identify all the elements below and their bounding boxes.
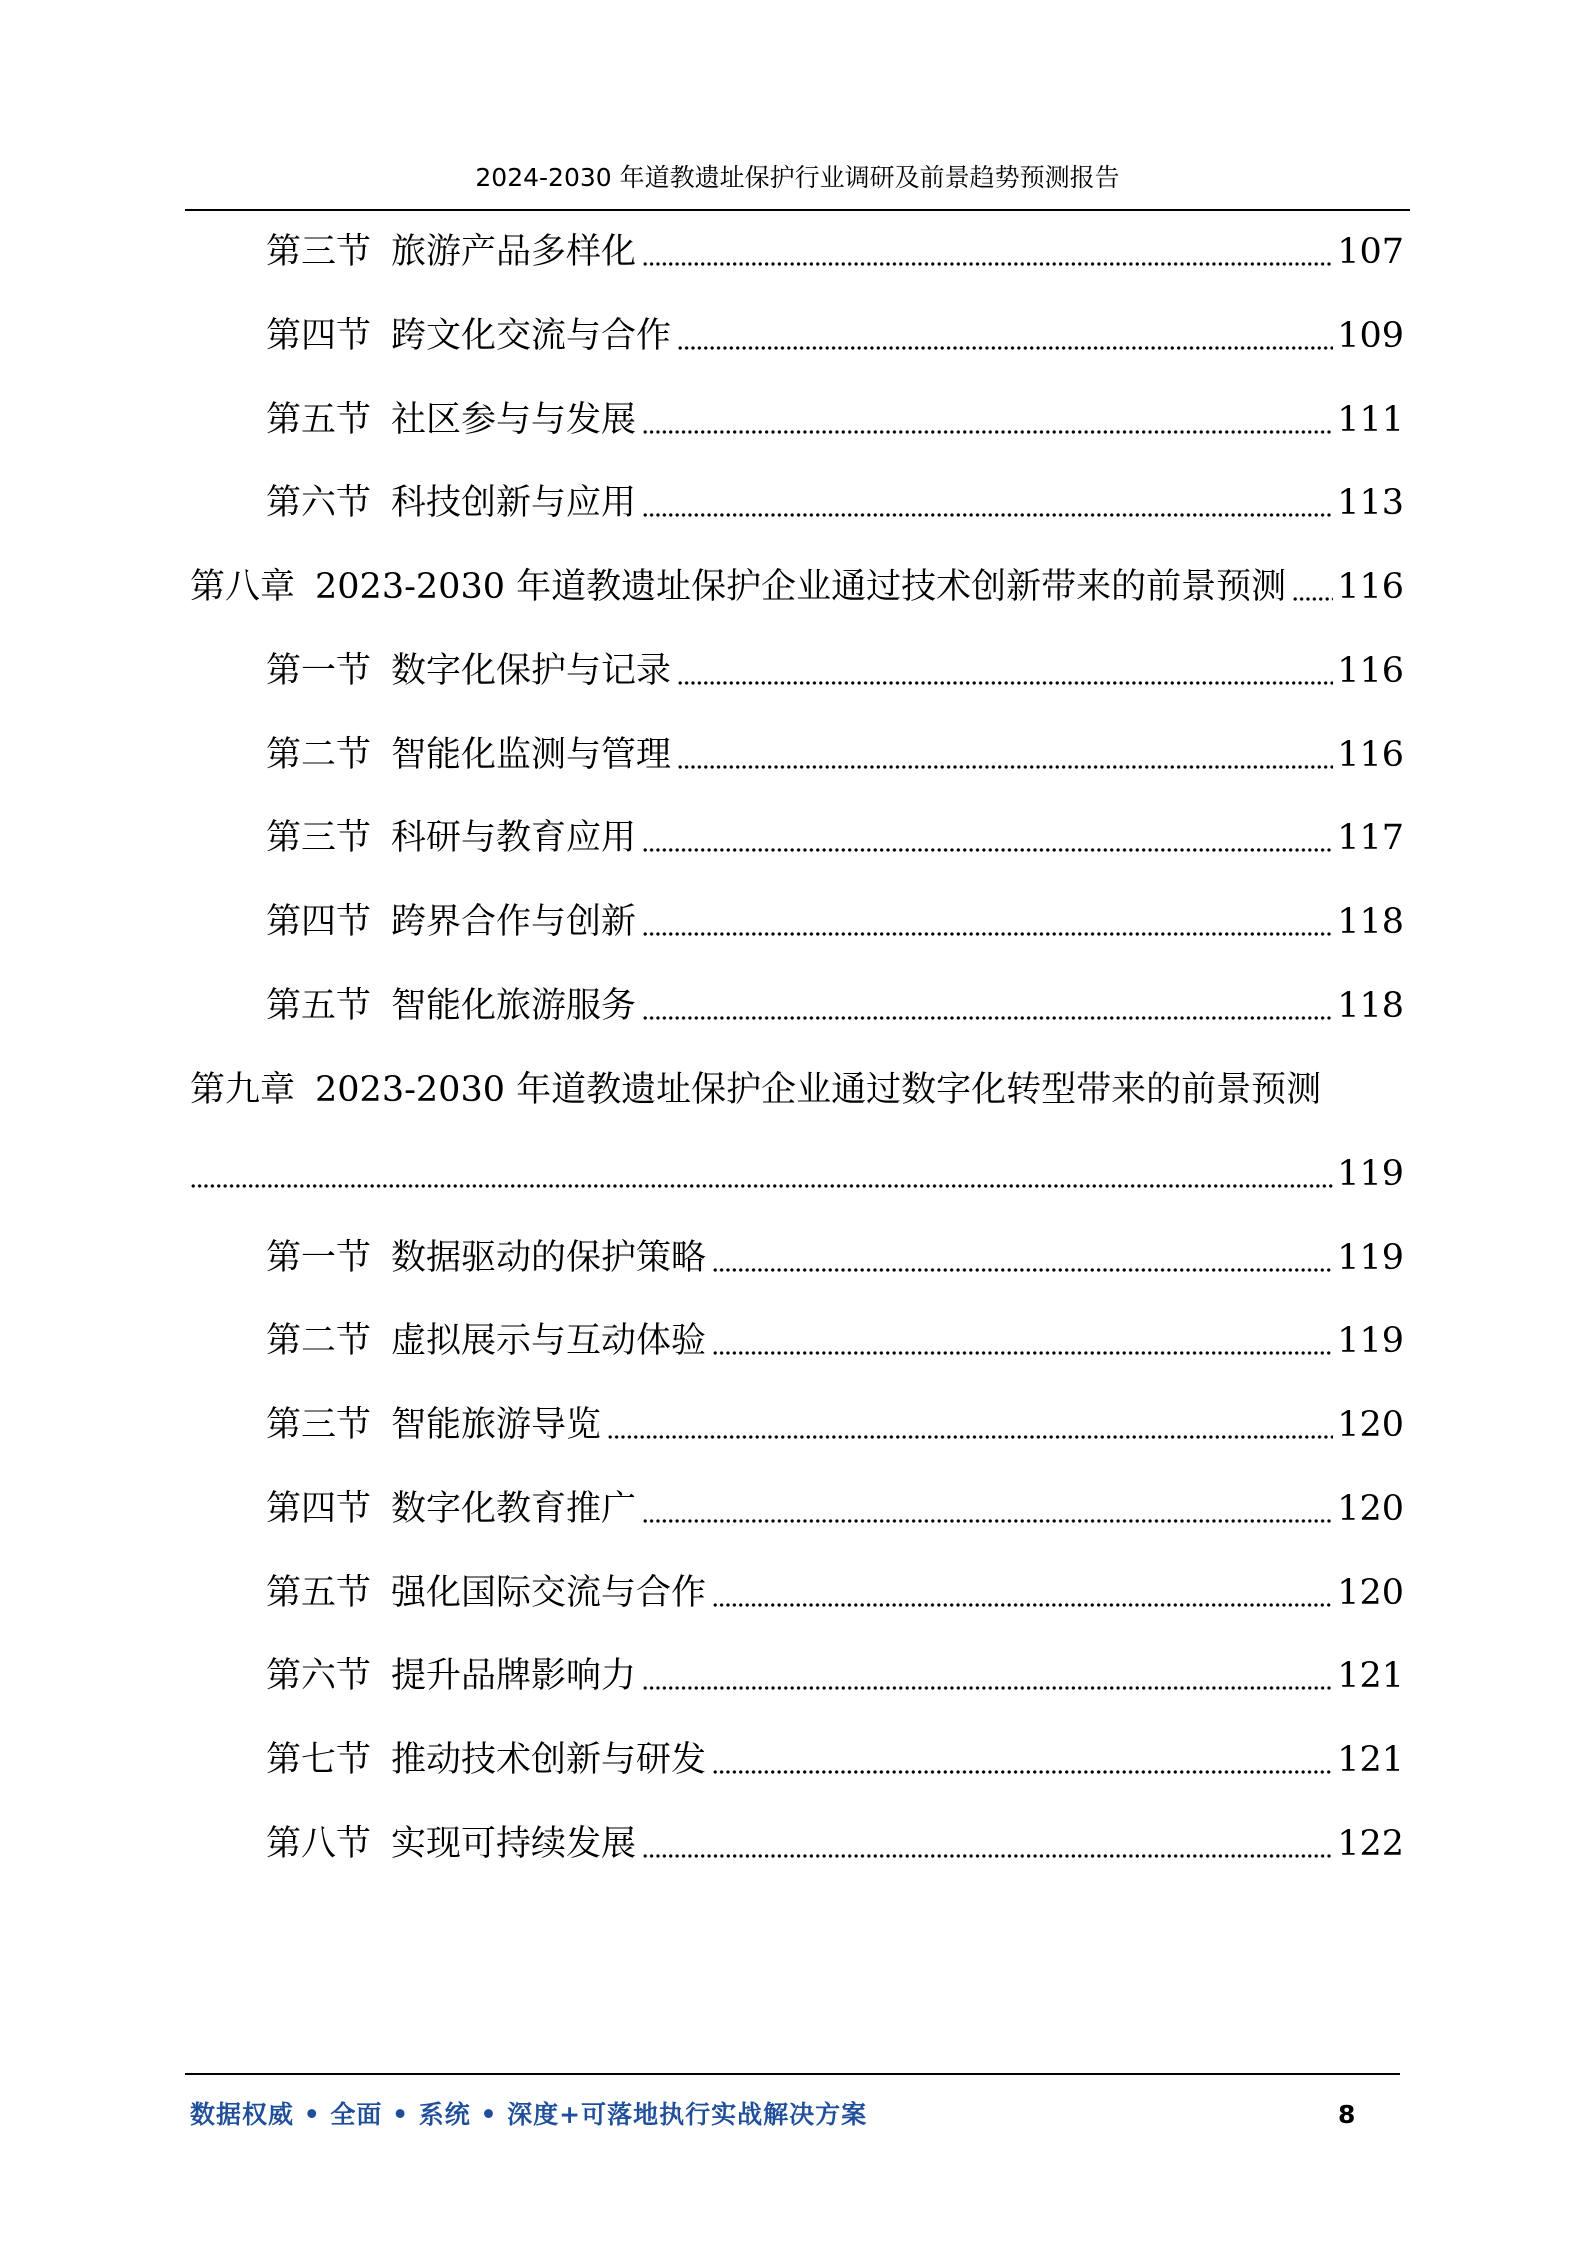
toc-entry-number: 第六节 [266, 483, 372, 523]
toc-entry-number: 第五节 [266, 1573, 372, 1613]
toc-entry[interactable] [266, 729, 1404, 781]
toc-entry-title: 智能旅游导览 [391, 1405, 602, 1445]
footer-slogan: 数据权威 • 全面 • 系统 • 深度+可落地执行实战解决方案 [190, 2100, 868, 2129]
page-header-title: 2024-2030 年道教遗址保护行业调研及前景趋势预测报告 [475, 163, 1120, 192]
toc-entry-page: 120 [1337, 1573, 1404, 1613]
toc-entry[interactable] [266, 1567, 1404, 1619]
toc-entry[interactable] [266, 1650, 1404, 1702]
toc-dot-leader [642, 429, 1333, 435]
toc-entry-title: 跨界合作与创新 [391, 902, 637, 942]
toc-entry[interactable] [266, 1818, 1404, 1870]
toc-dot-leader [607, 1434, 1333, 1440]
toc-entry-title: 科技创新与应用 [391, 483, 637, 523]
toc-entry-page: 107 [1337, 232, 1404, 272]
toc-entry-title: 旅游产品多样化 [391, 232, 637, 272]
toc-chapter-title: 2023-2030 年道教遗址保护企业通过数字化转型带来的前景预测 [315, 1070, 1322, 1110]
toc-entry[interactable] [266, 226, 1404, 278]
toc-entry-title: 虚拟展示与互动体验 [391, 1321, 707, 1361]
toc-chapter-entry-continuation[interactable] [190, 1148, 1404, 1200]
toc-dot-leader [642, 847, 1333, 853]
toc-dot-leader [642, 931, 1333, 937]
toc-entry-number: 第三节 [266, 1405, 372, 1445]
footer-divider [185, 2073, 1400, 2075]
toc-entry-page: 121 [1337, 1656, 1404, 1696]
toc-entry[interactable] [266, 477, 1404, 529]
toc-chapter-number: 第八章 [190, 567, 296, 607]
toc-entry[interactable] [266, 812, 1404, 864]
toc-entry[interactable] [266, 394, 1404, 446]
toc-entry-page: 120 [1337, 1405, 1404, 1445]
toc-dot-leader [712, 1769, 1333, 1775]
toc-dot-leader [642, 1015, 1333, 1021]
toc-entry[interactable] [266, 896, 1404, 948]
toc-entry-page: 119 [1337, 1154, 1404, 1194]
toc-entry-title: 智能化监测与管理 [391, 735, 672, 775]
toc-entry[interactable] [266, 980, 1404, 1032]
toc-entry-number: 第二节 [266, 1321, 372, 1361]
toc-entry[interactable] [266, 1232, 1404, 1284]
toc-entry-page: 116 [1337, 567, 1404, 607]
toc-entry-number: 第一节 [266, 1238, 372, 1278]
toc-entry[interactable] [266, 645, 1404, 697]
toc-entry-title: 实现可持续发展 [391, 1824, 637, 1864]
toc-entry-title: 科研与教育应用 [391, 818, 637, 858]
toc-entry-page: 119 [1337, 1321, 1404, 1361]
toc-entry-page: 116 [1337, 735, 1404, 775]
toc-entry-number: 第四节 [266, 316, 372, 356]
toc-entry-page: 118 [1337, 986, 1404, 1026]
toc-dot-leader [712, 1602, 1333, 1608]
toc-entry-title: 智能化旅游服务 [391, 986, 637, 1026]
toc-entry-number: 第一节 [266, 651, 372, 691]
toc-entry-number: 第七节 [266, 1740, 372, 1780]
toc-dot-leader [712, 1267, 1333, 1273]
toc-entry-number: 第三节 [266, 232, 372, 272]
toc-entry-title: 提升品牌影响力 [391, 1656, 637, 1696]
toc-entry-title: 强化国际交流与合作 [391, 1573, 707, 1613]
toc-dot-leader [677, 680, 1333, 686]
toc-dot-leader [642, 261, 1333, 267]
toc-entry-number: 第四节 [266, 1489, 372, 1529]
toc-dot-leader [677, 764, 1333, 770]
toc-entry-number: 第二节 [266, 735, 372, 775]
toc-entry-page: 113 [1337, 483, 1404, 523]
toc-entry-number: 第五节 [266, 986, 372, 1026]
toc-entry[interactable] [266, 1315, 1404, 1367]
toc-dot-leader [677, 345, 1333, 351]
toc-entry-title: 跨文化交流与合作 [391, 316, 672, 356]
toc-entry-title: 社区参与与发展 [391, 400, 637, 440]
toc-dot-leader [642, 1518, 1333, 1524]
toc-entry[interactable] [266, 1483, 1404, 1535]
toc-chapter-title: 2023-2030 年道教遗址保护企业通过技术创新带来的前景预测 [315, 567, 1287, 607]
toc-entry-page: 120 [1337, 1489, 1404, 1529]
toc-entry-title: 数字化保护与记录 [391, 651, 672, 691]
toc-entry-page: 116 [1337, 651, 1404, 691]
toc-entry-page: 111 [1337, 400, 1404, 440]
toc-dot-leader [642, 1685, 1333, 1691]
toc-entry-page: 117 [1337, 818, 1404, 858]
toc-dot-leader [1292, 596, 1333, 602]
toc-entry[interactable] [266, 1734, 1404, 1786]
toc-chapter-entry[interactable] [190, 561, 1404, 613]
toc-entry-page: 121 [1337, 1740, 1404, 1780]
toc-dot-leader [642, 512, 1333, 518]
toc-entry-title: 推动技术创新与研发 [391, 1740, 707, 1780]
toc-dot-leader [712, 1350, 1333, 1356]
toc-entry-number: 第四节 [266, 902, 372, 942]
toc-dot-leader [642, 1853, 1333, 1859]
toc-entry-title: 数字化教育推广 [391, 1489, 637, 1529]
toc-entry-page: 118 [1337, 902, 1404, 942]
toc-entry-page: 122 [1337, 1824, 1404, 1864]
toc-entry[interactable] [266, 310, 1404, 362]
toc-entry[interactable] [266, 1399, 1404, 1451]
footer-page-number: 8 [1338, 2100, 1356, 2129]
toc-entry-number: 第八节 [266, 1824, 372, 1864]
toc-chapter-number: 第九章 [190, 1070, 296, 1110]
toc-entry-title: 数据驱动的保护策略 [391, 1238, 707, 1278]
toc-entry-page: 119 [1337, 1238, 1404, 1278]
toc-entry-page: 109 [1337, 316, 1404, 356]
toc-entry-number: 第三节 [266, 818, 372, 858]
toc-entry-number: 第六节 [266, 1656, 372, 1696]
toc-dot-leader [190, 1183, 1333, 1189]
toc-entry-number: 第五节 [266, 400, 372, 440]
toc-chapter-entry[interactable] [190, 1064, 1321, 1116]
